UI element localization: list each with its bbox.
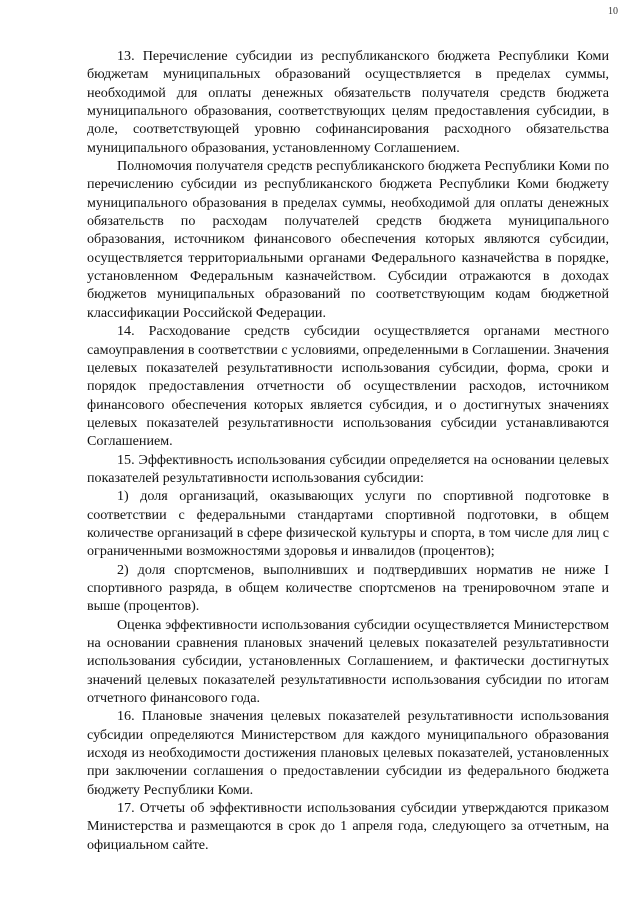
- document-body: [87, 47, 609, 854]
- page-number: 10: [608, 6, 618, 17]
- paragraph-treasury-powers: Полномочия получателя средств республиканского бюджета Республики Коми по перечислению субсидии из республиканского бюджета Республики Коми бюджету муниципального образования в пределах суммы, необходимой для оплаты денежных обязательств по расходам получателей средств бюджета муниципального образования, источником финансового обеспечения которых являются субсидии, осуществляется территориальными органами Федерального казначейства в порядке, установленном Федеральным казначейством. Субсидии отражаются в доходах бюджетов муниципальных образований по соответствующим кодам бюджетной классификации Российской Федерации.: [87, 158, 609, 321]
- paragraph-14-spending-of-subsidy: 14. Расходование средств субсидии осуществляется органами местного самоуправления в соответствии с условиями, определенными в Соглашении. Значения целевых показателей результативности использования субсидии, форма, сроки и порядок предоставления отчетности об осуществлении расходов, источником финансового обеспечения которых является субсидия, и о достигнутых значениях целевых показателей результативности использования субсидии устанавливаются Соглашением.: [87, 323, 609, 450]
- list-item-1-organizations-share: 1) доля организаций, оказывающих услуги по спортивной подготовке в соответствии с федеральными стандартами спортивной подготовки, в общем количестве организаций в сфере физической культуры и спорта, в том числе для лиц с ограниченными возможностями здоровья и инвалидов (процентов);: [87, 488, 609, 560]
- list-item-2-athletes-share: 2) доля спортсменов, выполнивших и подтвердивших норматив не ниже I спортивного разряда, в общем количестве спортсменов на тренировочном этапе и выше (процентов).: [87, 561, 609, 615]
- paragraph-efficiency-assessment: Оценка эффективности использования субсидии осуществляется Министерством на основании сравнения плановых значений целевых показателей результативности использования субсидии, установленных Соглашением, и фактически достигнутых значений целевых показателей результативности использования субсидии по итогам отчетного финансового года.: [87, 616, 609, 707]
- paragraph-13-transfer-of-subsidy: 13. Перечисление субсидии из республиканского бюджета Республики Коми бюджетам муниципальных образований осуществляется в пределах суммы, необходимой для оплаты денежных обязательств получателя средств бюджета муниципального образования, соответствующих целям предоставления субсидии, в доле, соответствующей уровню софинансирования расходного обязательства муниципального образования, установленному Соглашением.: [87, 48, 609, 156]
- paragraph-15-efficiency-criteria: 15. Эффективность использования субсидии определяется на основании целевых показателей результативности использования субсидии:: [87, 451, 609, 486]
- paragraph-16-planned-values: 16. Плановые значения целевых показателей результативности использования субсидии определяются Министерством для каждого муниципального образования исходя из необходимости достижения плановых целевых показателей, установленных при заключении соглашения о предоставлении субсидии из федерального бюджета бюджету Республики Коми.: [87, 708, 609, 798]
- paragraph-17-reports: 17. Отчеты об эффективности использования субсидии утверждаются приказом Министерства и размещаются в срок до 1 апреля года, следующего за отчетным, на официальном сайте.: [87, 800, 609, 853]
